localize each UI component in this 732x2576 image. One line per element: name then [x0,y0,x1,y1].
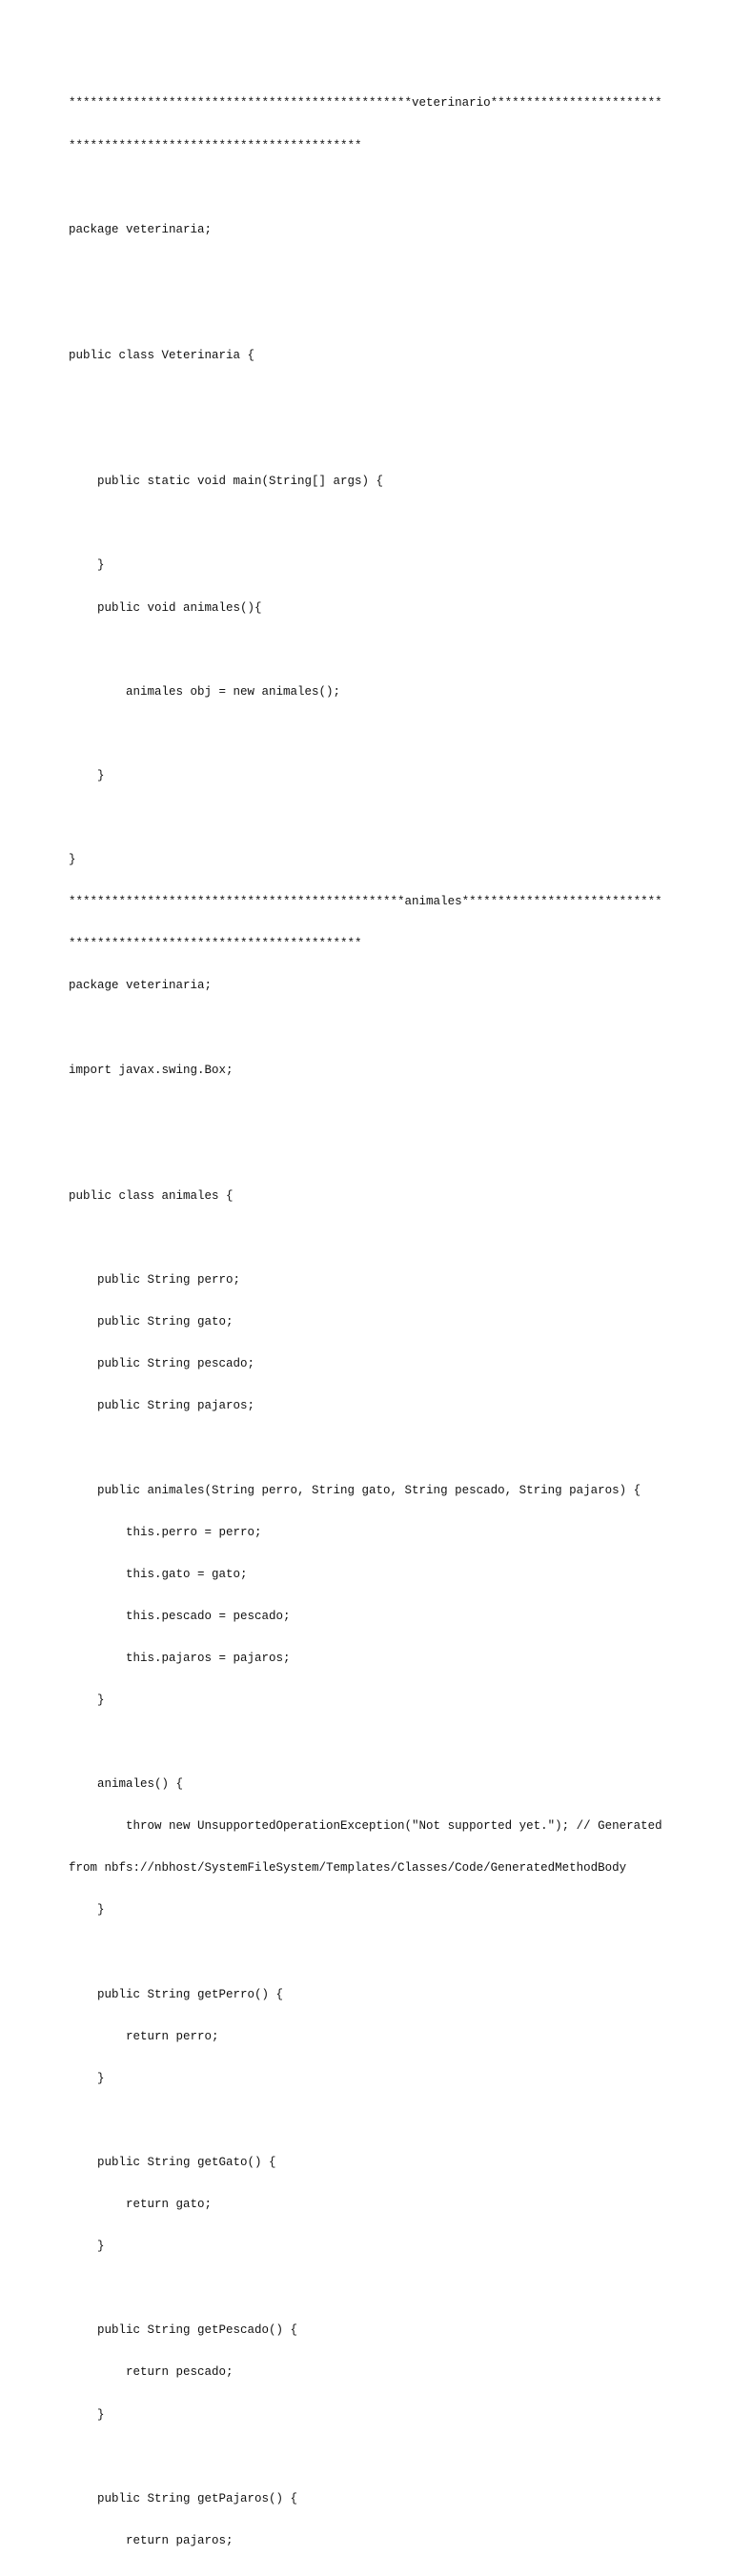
code-line [69,265,698,279]
code-line [69,1735,698,1750]
code-line: package veterinaria; [69,222,213,236]
code-line [69,307,698,321]
code-line: package veterinaria; [69,979,213,993]
code-line [69,1147,698,1162]
code-line: } [69,853,76,867]
code-line: public class Veterinaria { [69,348,255,362]
separator-line: ***************************************** [69,138,362,152]
code-line [69,2282,698,2296]
code-line [69,1105,698,1120]
code-line [69,1441,698,1455]
separator-line: ************************************************veterinario************************ [69,96,662,111]
code-line: } [69,2240,105,2254]
code-line: } [69,2407,105,2422]
code-line: this.pajaros = pajaros; [69,1651,291,1665]
code-line: } [69,558,105,573]
code-line: animales obj = new animales(); [69,684,341,699]
code-line: import javax.swing.Box; [69,1063,234,1077]
code-line: return pajaros; [69,2533,234,2547]
code-line: } [69,2071,105,2085]
code-line [69,391,698,405]
code-line: } [69,768,105,782]
code-line: public String gato; [69,1315,234,1329]
code-line: public animales(String perro, String gato, String pescado, String pajaros) { [69,1483,641,1497]
code-line: public String pescado; [69,1357,255,1371]
code-line: return perro; [69,2029,219,2043]
code-line [69,433,698,447]
code-line: this.gato = gato; [69,1567,248,1581]
code-line [69,1946,698,1960]
code-line: return pescado; [69,2365,234,2380]
code-line: this.perro = perro; [69,1525,262,1539]
code-line: public String getPescado() { [69,2323,298,2338]
code-line: public String pajaros; [69,1399,255,1413]
code-line: return gato; [69,2198,213,2212]
code-line [69,517,698,531]
code-line [69,811,698,825]
code-line: public String perro; [69,1273,241,1288]
code-document [69,69,698,2576]
code-line: this.pescado = pescado; [69,1609,291,1623]
code-line [69,727,698,741]
code-line: from nbfs://nbhost/SystemFileSystem/Templates/Classes/Code/GeneratedMethodBody [69,1861,627,1876]
code-line: public String getPajaros() { [69,2491,298,2505]
separator-line: ***********************************************animales**************************** [69,895,662,909]
code-line: public String getGato() { [69,2156,276,2169]
code-line: public void animales(){ [69,600,262,615]
code-line [69,2450,698,2464]
code-line: public class animales { [69,1188,234,1203]
code-line [69,2114,698,2128]
code-line: animales() { [69,1777,184,1792]
code-line [69,181,698,195]
code-line [69,1231,698,1246]
code-line [69,643,698,658]
code-line [69,1021,698,1035]
separator-line: ***************************************** [69,937,362,951]
code-line: public String getPerro() { [69,1987,284,2001]
code-line: } [69,1693,105,1707]
code-line: throw new UnsupportedOperationException("Not supported yet."); // Generated [69,1819,662,1834]
code-line: public static void main(String[] args) { [69,475,384,489]
code-line: } [69,1903,105,1917]
